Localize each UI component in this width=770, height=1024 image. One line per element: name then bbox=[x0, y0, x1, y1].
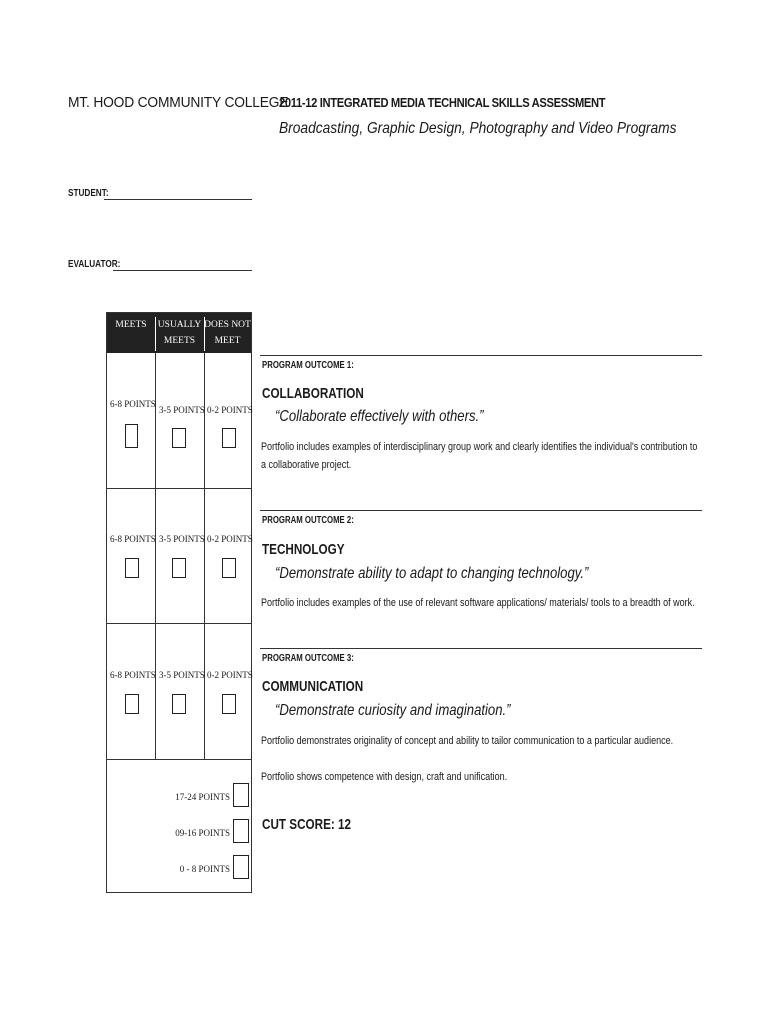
column-divider bbox=[155, 353, 156, 759]
outcome-1-label: PROGRAM OUTCOME 1: bbox=[262, 360, 354, 371]
college-name: MT. HOOD COMMUNITY COLLEGE bbox=[68, 94, 289, 111]
total-low-label: 0 - 8 POINTS bbox=[179, 864, 230, 874]
rating-table bbox=[106, 312, 252, 893]
cut-score: CUT SCORE: 12 bbox=[262, 816, 352, 833]
points-does-not: 0-2 POINTS bbox=[207, 405, 253, 415]
section-rule bbox=[260, 648, 702, 649]
rating-table-header bbox=[107, 313, 251, 353]
col-does-not-meet: DOES NOT MEET bbox=[204, 320, 251, 346]
outcome-1-description: Portfolio includes examples of interdisciplinary group work and clearly identifies the individual's contribution to a collaborative project. bbox=[261, 441, 698, 471]
row-divider bbox=[107, 623, 251, 624]
outcome-3-heading: COMMUNICATION bbox=[262, 678, 364, 695]
evaluator-label: EVALUATOR: bbox=[68, 259, 121, 270]
student-label: STUDENT: bbox=[68, 188, 109, 199]
points-does-not: 0-2 POINTS bbox=[207, 534, 253, 544]
points-does-not: 0-2 POINTS bbox=[207, 670, 253, 680]
outcome-1-heading: COLLABORATION bbox=[262, 385, 364, 402]
row-divider bbox=[107, 488, 251, 489]
assessment-subtitle: Broadcasting, Graphic Design, Photography and Video Programs bbox=[279, 120, 677, 137]
col-meets: MEETS bbox=[115, 320, 147, 330]
checkbox-collab-does-not[interactable] bbox=[222, 428, 236, 448]
outcome-2-label: PROGRAM OUTCOME 2: bbox=[262, 515, 354, 526]
points-usually: 3-5 POINTS bbox=[159, 534, 205, 544]
points-meets: 6-8 POINTS bbox=[110, 670, 156, 680]
total-mid-label: 09-16 POINTS bbox=[175, 828, 230, 838]
checkbox-comm-usually[interactable] bbox=[172, 694, 186, 714]
checkbox-comm-meets[interactable] bbox=[125, 694, 139, 714]
assessment-title: 2011-12 INTEGRATED MEDIA TECHNICAL SKILLS ASSESSMENT bbox=[279, 95, 606, 110]
outcome-2-description: Portfolio includes examples of the use of relevant software applications/ materials/ tools to a breadth of work. bbox=[261, 597, 695, 609]
section-rule bbox=[260, 355, 702, 356]
checkbox-comm-does-not[interactable] bbox=[222, 694, 236, 714]
points-meets: 6-8 POINTS bbox=[110, 399, 156, 409]
points-usually: 3-5 POINTS bbox=[159, 670, 205, 680]
checkbox-total-low[interactable] bbox=[233, 855, 249, 879]
outcome-3-label: PROGRAM OUTCOME 3: bbox=[262, 653, 354, 664]
checkbox-collab-meets[interactable] bbox=[125, 424, 138, 448]
points-usually: 3-5 POINTS bbox=[159, 405, 205, 415]
outcome-1-quote: “Collaborate effectively with others.” bbox=[275, 408, 484, 425]
header-divider bbox=[155, 317, 156, 351]
col-usually-meets: USUALLY MEETS bbox=[157, 320, 202, 346]
checkbox-total-high[interactable] bbox=[233, 783, 249, 807]
checkbox-collab-usually[interactable] bbox=[172, 428, 186, 448]
checkbox-total-mid[interactable] bbox=[233, 819, 249, 843]
outcome-2-heading: TECHNOLOGY bbox=[262, 541, 345, 558]
checkbox-tech-usually[interactable] bbox=[172, 558, 186, 578]
outcome-2-quote: “Demonstrate ability to adapt to changing technology.” bbox=[275, 565, 589, 582]
student-field[interactable] bbox=[104, 199, 252, 200]
header-divider bbox=[204, 317, 205, 351]
total-high-label: 17-24 POINTS bbox=[175, 792, 230, 802]
points-meets: 6-8 POINTS bbox=[110, 534, 156, 544]
checkbox-tech-does-not[interactable] bbox=[222, 558, 236, 578]
row-divider bbox=[107, 759, 251, 760]
checkbox-tech-meets[interactable] bbox=[125, 558, 139, 578]
competence-text: Portfolio shows competence with design, craft and unification. bbox=[261, 771, 508, 783]
outcome-3-quote: “Demonstrate curiosity and imagination.” bbox=[275, 702, 511, 719]
section-rule bbox=[260, 510, 702, 511]
evaluator-field[interactable] bbox=[113, 270, 252, 271]
outcome-3-description: Portfolio demonstrates originality of concept and ability to tailor communication to a particular audience. bbox=[261, 735, 674, 747]
